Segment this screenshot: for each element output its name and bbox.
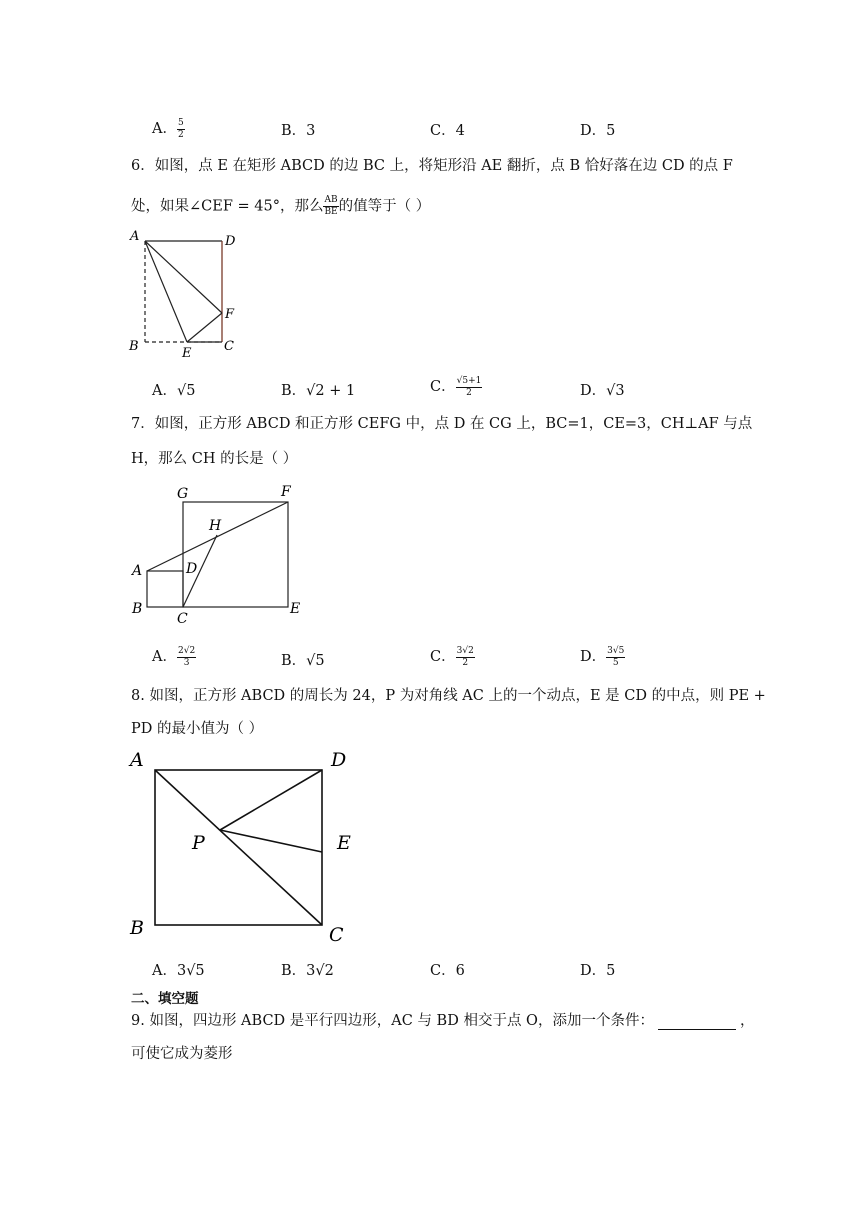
q6-ratio-fraction: $\frac{AB}{BE}$ [324,195,338,217]
q6-label-c: C [224,339,234,354]
q8-label-e: E [337,832,351,854]
q8-label-a: A [130,749,144,771]
q8-option-d: D．5 [580,963,616,979]
q7-label-d: D [186,561,198,577]
q7-option-a-fraction: $\frac{2√2}{3}$ [177,645,196,668]
q7-stem-line1: 7．如图，正方形 ABCD 和正方形 CEFG 中，点 D 在 CG 上，BC=1，CE=3，CH⊥AF 与点 [131,416,753,432]
q6-figure-rectangle-fold [125,225,245,365]
q7-label-e: E [290,601,301,617]
q8-figure-square [125,745,360,945]
q6-stem-line2: 处，如果∠CEF = 45°，那么 $\frac{AB}{BE}$ 的值等于（ ） [131,195,431,217]
q8-label-b: B [130,917,144,939]
q7-figure-two-squares [125,478,315,628]
q6-option-c-fraction: $\frac{√5+1}{2}$ [456,375,482,398]
q6-option-b: B．√2 + 1 [281,383,356,399]
q6-stem-line1: 6．如图，点 E 在矩形 ABCD 的边 BC 上，将矩形沿 AE 翻折，点 B 恰好落在边 CD 的点 F [131,158,733,174]
q6-label-f: F [225,307,235,322]
q8-label-d: D [331,749,347,771]
q5-option-d: D．5 [580,123,616,139]
q7-label-g: G [177,486,189,502]
q8-label-c: C [329,924,344,945]
q7-option-b: B．√5 [281,653,325,669]
q7-stem-line2: H，那么 CH 的长是（ ） [131,451,298,467]
q5-option-b: B．3 [281,123,316,139]
q7-label-b: B [132,601,143,617]
q6-label-b: B [129,339,139,354]
section-fill-in-title: 二、填空题 [131,991,199,1007]
q6-segment-ae [145,241,187,342]
q7-label-c: C [177,611,188,627]
q6-option-c: C． $\frac{√5+1}{2}$ [430,375,482,398]
q8-diagonal-ac [155,770,322,925]
q8-segment-pe [220,830,322,852]
q6-label-e: E [182,346,192,361]
q6-label-a: A [130,229,140,244]
q6-segment-af [145,241,222,313]
q6-segment-ef [187,313,222,342]
q7-option-a: A． $\frac{2√2}{3}$ [152,645,196,668]
q7-label-a: A [132,563,143,579]
q7-option-d-fraction: $\frac{3√5}{5}$ [607,645,625,668]
q6-option-d: D．√3 [580,383,625,399]
q7-option-c: C． $\frac{3√2}{2}$ [430,645,474,668]
q8-stem-line1: 8. 如图，正方形 ABCD 的周长为 24，P 为对角线 AC 上的一个动点，E 是 CD 的中点，则 PE + [131,688,766,704]
q8-option-a: A．3√5 [152,963,205,979]
q7-segment-af [147,502,288,571]
q6-label-d: D [225,234,236,249]
q7-label-h: H [209,518,222,534]
q5-option-a-fraction: $\frac{5}{2}$ [177,117,184,140]
q5-option-c: C．4 [430,123,465,139]
q8-option-c: C．6 [430,963,465,979]
q7-square-abcd [147,571,183,607]
q8-stem-line2: PD 的最小值为（ ） [131,721,264,737]
q7-option-c-fraction: $\frac{3√2}{2}$ [456,645,474,668]
q8-label-p: P [192,832,205,854]
q7-option-d: D． $\frac{3√5}{5}$ [580,645,625,668]
q9-stem-line1: 9. 如图，四边形 ABCD 是平行四边形，AC 与 BD 相交于点 O，添加一个条件： ， [131,1013,755,1029]
q8-option-b: B．3√2 [281,963,334,979]
q9-answer-blank[interactable] [658,1015,736,1030]
q6-option-a: A．√5 [152,383,196,399]
q9-stem-line2: 可使它成为菱形 [131,1046,233,1062]
q8-segment-pd [220,770,322,830]
q7-label-f: F [281,484,291,500]
q7-square-cefg [183,502,288,607]
q5-option-a: A． $\frac{5}{2}$ [152,117,184,140]
